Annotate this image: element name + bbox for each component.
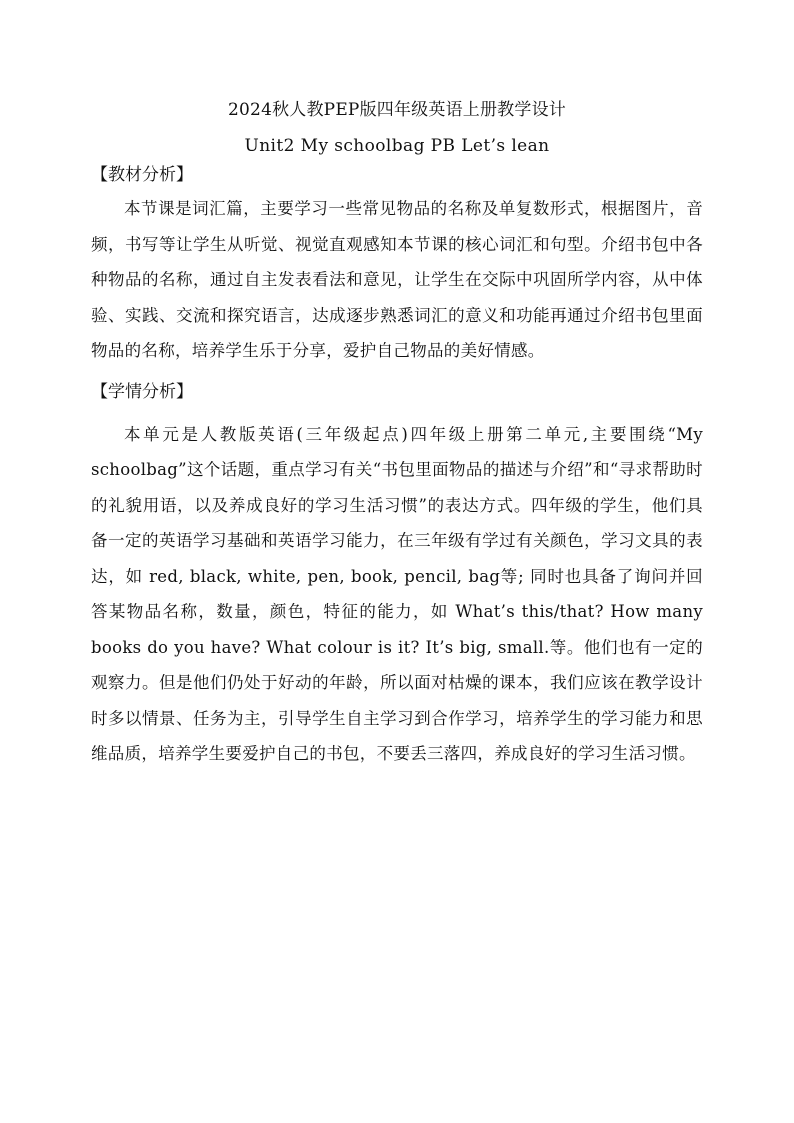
document-page [91, 99, 703, 772]
section-paragraph: 本节课是词汇篇，主要学习一些常见物品的名称及单复数形式，根据图片，音频，书写等让学生从听觉、视觉直观感知本节课的核心词汇和句型。介绍书包中各种物品的名称，通过自主发表看法和意见，让学生在交际中巩固所学内容，从中体验、实践、交流和探究语言，达成逐步熟悉词汇的意义和功能再通过介绍书包里面物品的名称，培养学生乐于分享，爱护自己物品的美好情感。 [91, 199, 703, 360]
section-paragraph: 本单元是人教版英语(三年级起点)四年级上册第二单元,主要围绕“My schoolbag”这个话题，重点学习有关“书包里面物品的描述与介绍”和“寻求帮助时的礼貌用语，以及养成良好的学习生活习惯”的表达方式。四年级的学生，他们具备一定的英语学习基础和英语学习能力，在三年级有学过有关颜色，学习文具的表达，如 red, black, white, pen, book, pencil, bag等; 同时也具备了询问并回答某物品名称，数量，颜色，特征的能力，如 What’s this/that? How many books do you have? What colour is it? It’s big, small.等。他们也有一定的观察力。但是他们仍处于好动的年龄，所以面对枯燥的课本，我们应该在教学设计时多以情景、任务为主，引导学生自主学习到合作学习，培养学生的学习能力和思维品质，培养学生要爱护自己的书包，不要丢三落四，养成良好的学习生活习惯。 [91, 424, 703, 763]
document-title: 2024秋人教PEP版四年级英语上册教学设计 [228, 100, 566, 120]
section-textbook-analysis [91, 164, 703, 369]
section-student-analysis [91, 381, 703, 772]
section-heading: 【教材分析】 [91, 165, 193, 185]
section-heading: 【学情分析】 [91, 381, 193, 402]
document-subtitle: Unit2 My schoolbag PB Let’s lean [244, 136, 550, 156]
